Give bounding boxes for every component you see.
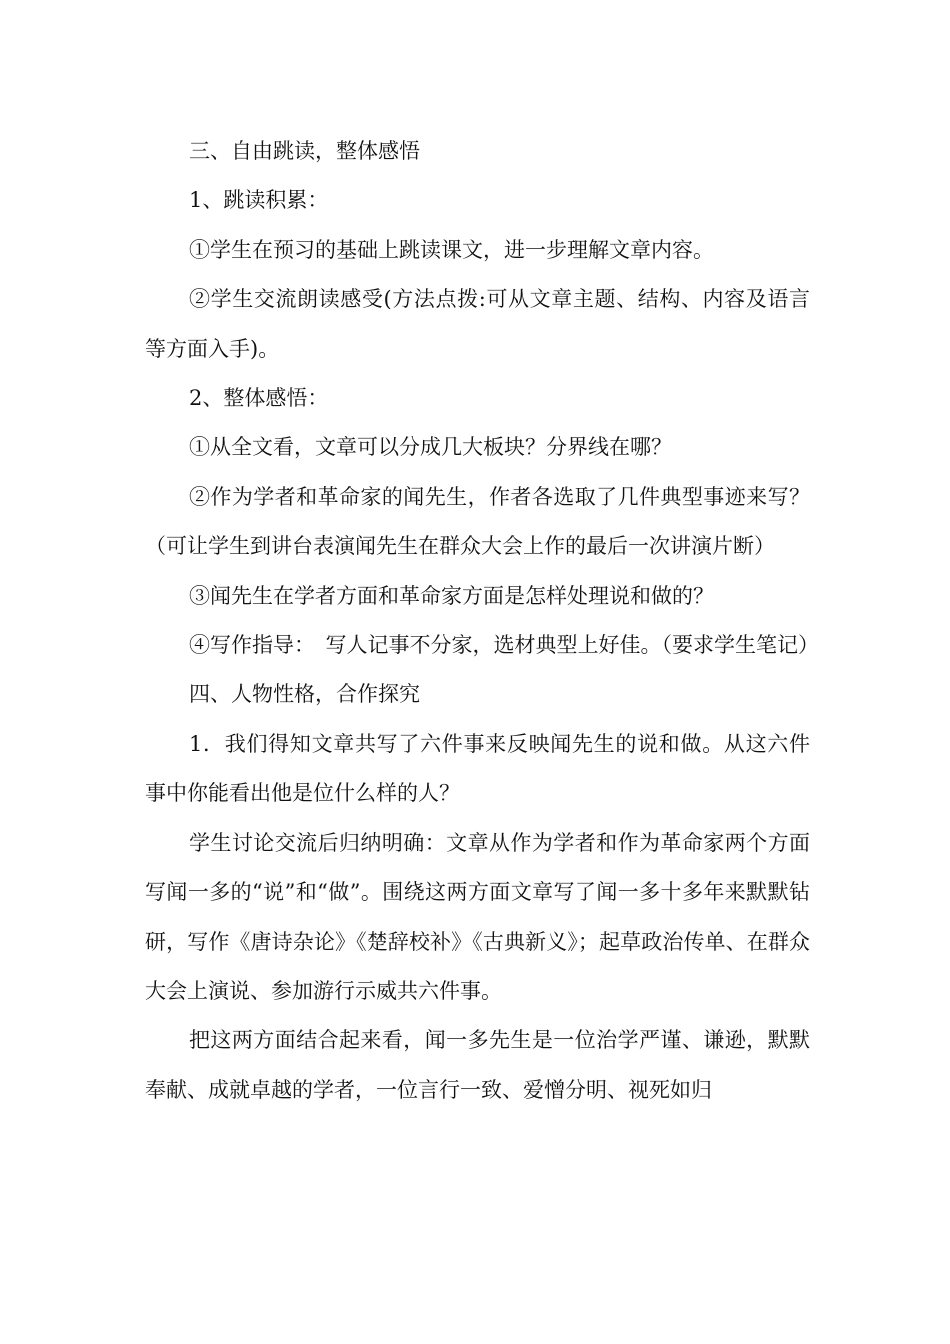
paragraph-conclusion: 把这两方面结合起来看，闻一多先生是一位治学严谨、谦逊，默默奉献、成就卓越的学者，一位言行一致、爱憎分明、视死如归 xyxy=(145,1028,810,1102)
section-heading-4: 四、人物性格，合作探究 xyxy=(189,682,420,707)
paragraph-overall-3: ③闻先生在学者方面和革命家方面是怎样处理说和做的？ xyxy=(189,583,714,608)
paragraph-overall-2: ②作为学者和革命家的闻先生，作者各选取了几件典型事迹来写？（可让学生到讲台表演闻先生在群众大会上作的最后一次讲演片断） xyxy=(145,484,810,559)
paragraph-question-1: 1．我们得知文章共写了六件事来反映闻先生的说和做。从这六件事中你能看出他是位什么样的人？ xyxy=(145,731,810,806)
paragraph-overall-1: ①从全文看，文章可以分成几大板块？分界线在哪？ xyxy=(189,435,672,460)
paragraph-skim-2: ②学生交流朗读感受(方法点拨:可从文章主题、结构、内容及语言等方面入手)。 xyxy=(145,287,810,361)
paragraph-overall-4: ④写作指导： 写人记事不分家，选材典型上好佳。（要求学生笔记） xyxy=(189,633,819,658)
subheading-skim-reading: 1、跳读积累： xyxy=(189,188,329,213)
subheading-overall: 2、整体感悟： xyxy=(189,386,329,411)
paragraph-skim-1: ①学生在预习的基础上跳读课文，进一步理解文章内容。 xyxy=(189,237,714,262)
document-body xyxy=(145,127,819,1115)
paragraph-discussion: 学生讨论交流后归纳明确：文章从作为学者和作为革命家两个方面写闻一多的“说”和“做”。围绕这两方面文章写了闻一多十多年来默默钻研，写作《唐诗杂论》《楚辞校补》《古典新义》；起草政治传单、在群众大会上演说、参加游行示威共六件事。 xyxy=(145,830,810,1003)
section-heading-3: 三、自由跳读，整体感悟 xyxy=(189,139,420,163)
